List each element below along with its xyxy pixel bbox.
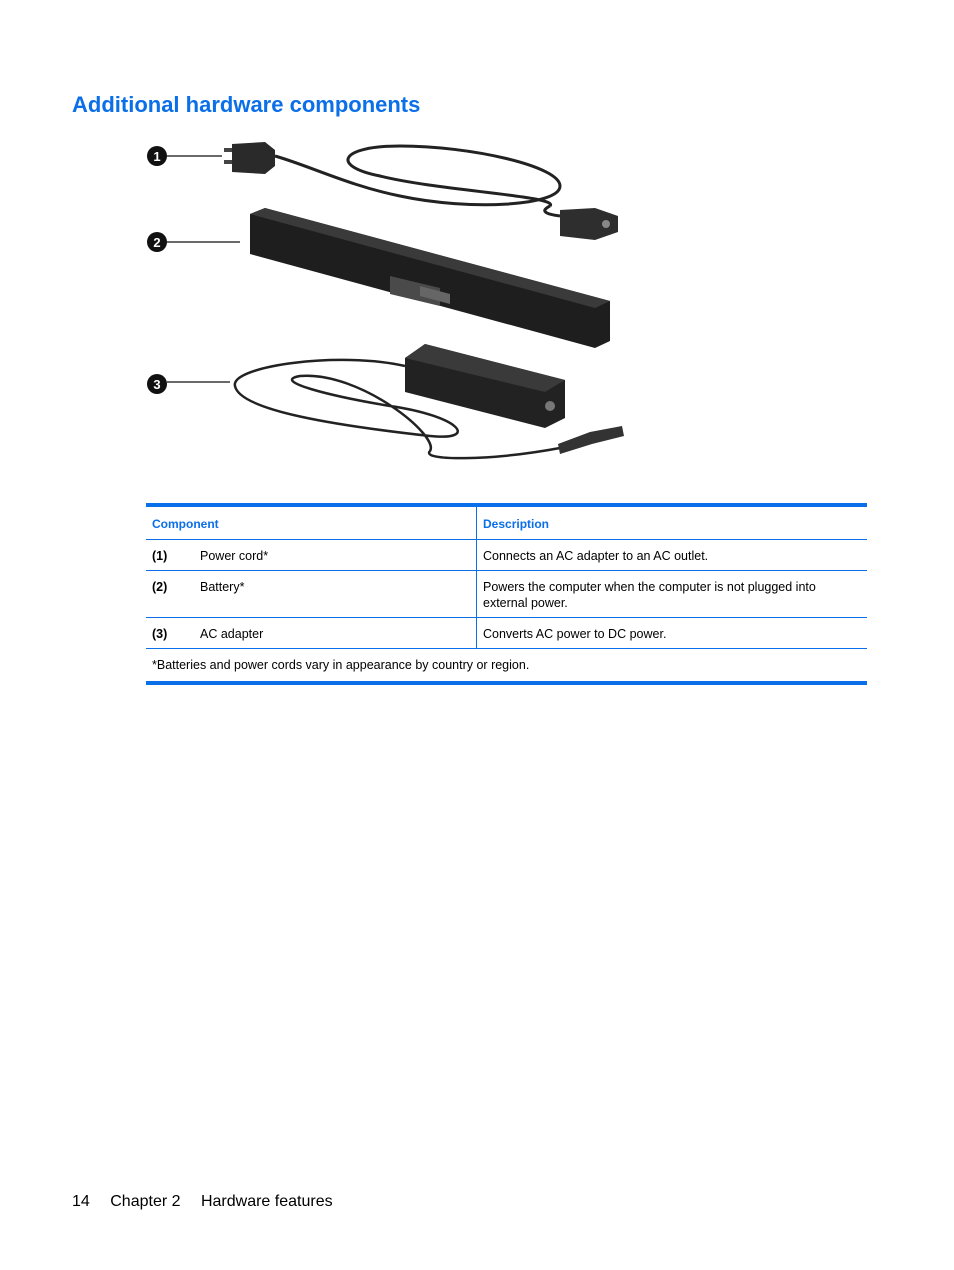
row-number: (2)	[146, 571, 194, 618]
callout-1	[147, 146, 222, 166]
battery-icon	[250, 208, 610, 348]
row-component: Battery*	[194, 571, 477, 618]
svg-text:2: 2	[153, 235, 161, 250]
table-note: *Batteries and power cords vary in appearance by country or region.	[146, 649, 867, 684]
callout-2	[147, 232, 240, 252]
svg-text:3: 3	[153, 377, 161, 392]
row-component: AC adapter	[194, 618, 477, 649]
table-row	[146, 618, 867, 649]
page-footer	[72, 1193, 349, 1211]
hardware-illustration	[140, 136, 640, 471]
row-component: Power cord*	[194, 540, 477, 571]
row-number: (1)	[146, 540, 194, 571]
table-header-row	[146, 505, 867, 540]
page-title: Additional hardware components	[72, 92, 421, 117]
row-description: Powers the computer when the computer is not plugged into external power.	[477, 571, 868, 618]
row-number: (3)	[146, 618, 194, 649]
svg-text:1: 1	[153, 149, 161, 164]
header-description: Description	[477, 505, 868, 540]
row-description: Converts AC power to DC power.	[477, 618, 868, 649]
table-row	[146, 571, 867, 618]
row-description: Connects an AC adapter to an AC outlet.	[477, 540, 868, 571]
callout-3	[147, 374, 230, 394]
footer-chapter: Chapter 2	[110, 1193, 181, 1210]
table-note-row	[146, 649, 867, 684]
page-number: 14	[72, 1193, 90, 1210]
ac-adapter-icon	[235, 344, 624, 458]
header-component: Component	[146, 505, 477, 540]
table-row	[146, 540, 867, 571]
footer-section: Hardware features	[200, 1193, 333, 1210]
components-table	[146, 503, 867, 685]
